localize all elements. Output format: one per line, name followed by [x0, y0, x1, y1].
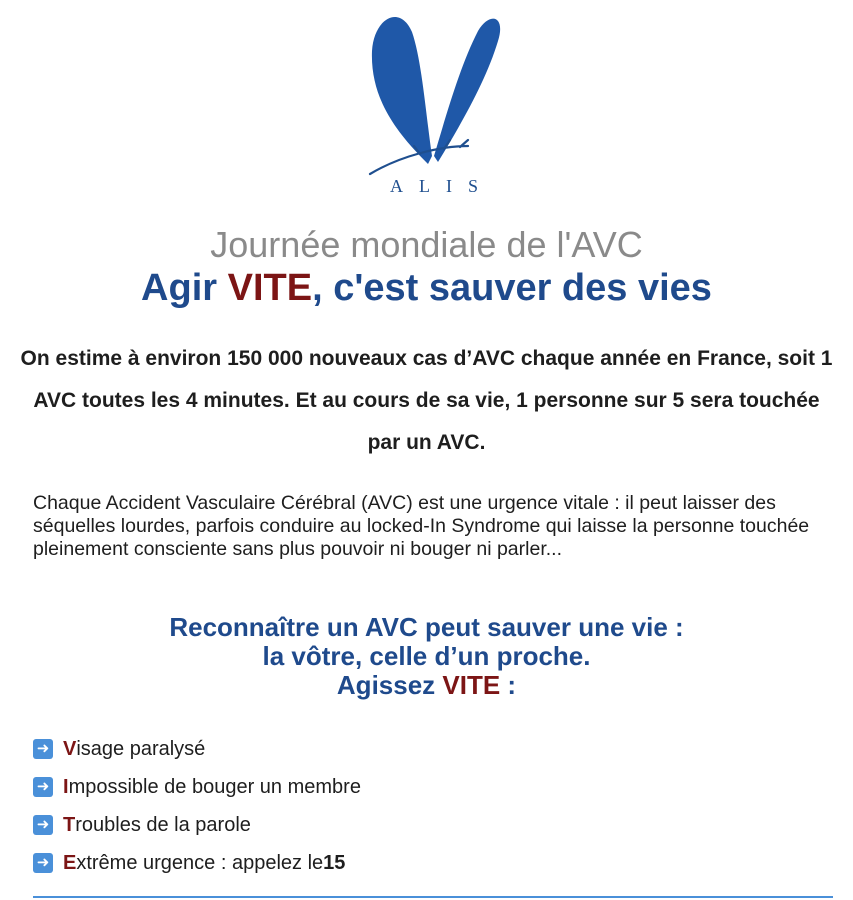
vite-letter: T [63, 813, 76, 836]
body-paragraph: Chaque Accident Vasculaire Cérébral (AVC) est une urgence vitale : il peut laisser des séquelles lourdes, parfois conduire au locked-In Syndrome qui laisse la personne touchée pleinement consciente sans plus pouvoir ni bouger ni parler... [33, 492, 810, 560]
recognize-line-3-pre: Agissez [336, 670, 443, 700]
list-item [33, 844, 813, 882]
vite-letter: V [63, 737, 77, 760]
vite-text: roubles de la parole [75, 813, 251, 836]
right-arrow-icon: ➜ [33, 815, 53, 835]
vite-text: mpossible de bouger un membre [68, 775, 361, 798]
right-arrow-icon: ➜ [33, 853, 53, 873]
vite-list [33, 730, 813, 882]
slogan [0, 265, 853, 311]
emergency-number: 15 [323, 851, 346, 874]
logo-wordmark: ALIS [390, 176, 494, 196]
alis-logo [360, 6, 510, 202]
lead-text: On estime à environ 150 000 nouveaux cas d’AVC chaque année en France, soit 1 AVC toutes les 4 minutes. Et au cours de sa vie, 1 personne sur 5 sera touchée par un AVC [20, 347, 833, 454]
list-item [33, 806, 813, 844]
recognize-line-2: la vôtre, celle d’un proche. [262, 641, 591, 671]
recognize-line-3-post: : [500, 670, 517, 700]
slogan-pre: Agir [141, 267, 228, 309]
vite-letter: E [63, 851, 77, 874]
lead-paragraph [20, 338, 833, 464]
butterfly-logo-icon [360, 6, 510, 176]
recognize-highlight: VITE [442, 670, 501, 700]
right-arrow-icon: ➜ [33, 777, 53, 797]
slogan-highlight: VITE [227, 267, 313, 309]
slogan-post: , c'est sauver des vies [312, 267, 712, 309]
divider [33, 896, 833, 898]
recognize-heading [0, 613, 853, 700]
vite-letter: I [63, 775, 69, 798]
list-item [33, 768, 813, 806]
page-title: Journée mondiale de l'AVC [210, 224, 643, 265]
vite-text: isage paralysé [76, 737, 206, 760]
list-item [33, 730, 813, 768]
vite-text: xtrême urgence : appelez le [76, 851, 324, 874]
recognize-line-3 [0, 671, 853, 700]
right-arrow-icon: ➜ [33, 739, 53, 759]
lead-end: . [479, 431, 486, 454]
recognize-line-1: Reconnaître un AVC peut sauver une vie : [169, 612, 684, 642]
